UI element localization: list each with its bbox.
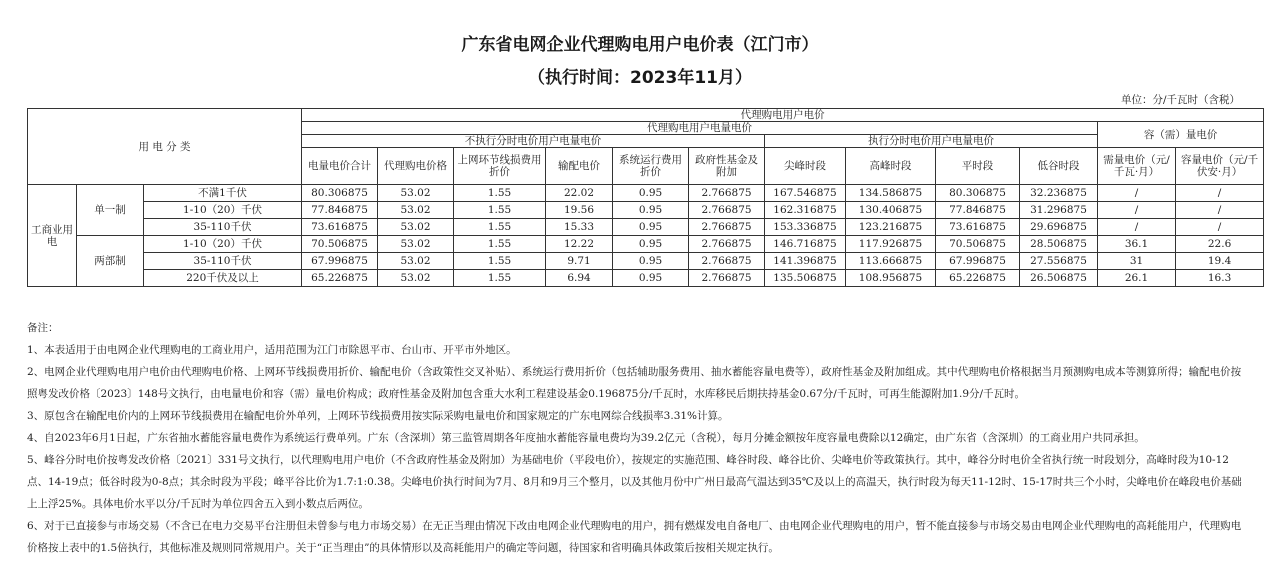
table-cell: 146.716875 [765, 236, 846, 253]
table-cell: 0.95 [613, 253, 689, 270]
table-cell: 1-10（20）千伏 [144, 202, 302, 219]
non-tou-header: 不执行分时电价用户电量电价 [302, 135, 765, 148]
note-item: 6、对于已直接参与市场交易（不含已在电力交易平台注册但未曾参与电力市场交易）在无正当理由情况下改由电网企业代理购电的用户，拥有燃煤发电自备电厂、由电网企业代理购电的用户，暂不能直接参与市场交易由电网企业代理购电的高耗能用户，代理购电价格按上表中的1.5倍执行，其他标准及规则同常规用户。关于“正当理由”的具体情形以及高耗能用户的确定等问题，待国家和省明确具体政策后按相关规定执行。 [27, 520, 1242, 554]
table-cell: 2.766875 [689, 253, 765, 270]
table-cell: 不满1千伏 [144, 185, 302, 202]
table-cell: 77.846875 [302, 202, 378, 219]
col-header: 政府性基金及附加 [689, 148, 765, 185]
table-row [28, 219, 1264, 236]
table-cell: 1-10（20）千伏 [144, 236, 302, 253]
table-cell: 113.666875 [846, 253, 936, 270]
col-header: 尖峰时段 [765, 148, 846, 185]
table-cell: 123.216875 [846, 219, 936, 236]
col-header: 电量电价合计 [302, 148, 378, 185]
table-cell: 27.556875 [1020, 253, 1098, 270]
table-cell: / [1176, 202, 1264, 219]
table-cell: / [1098, 202, 1176, 219]
table-cell: 26.1 [1098, 270, 1176, 287]
note-item: 3、原包含在输配电价内的上网环节线损费用在输配电价外单列，上网环节线损费用按实际采购电量电价和国家规定的广东电网综合线损率3.31%计算。 [27, 410, 729, 422]
table-cell: 134.586875 [846, 185, 936, 202]
table-cell: 26.506875 [1020, 270, 1098, 287]
col-header: 平时段 [936, 148, 1020, 185]
col-header: 代理购电价格 [378, 148, 454, 185]
col-header: 高峰时段 [846, 148, 936, 185]
table-cell: 22.02 [546, 185, 613, 202]
table-cell: 108.956875 [846, 270, 936, 287]
subgroup-label: 单一制 [77, 185, 144, 236]
table-cell: 67.996875 [936, 253, 1020, 270]
table-cell: 0.95 [613, 219, 689, 236]
table-cell: 70.506875 [936, 236, 1020, 253]
price-table [27, 108, 1264, 287]
table-cell: 220千伏及以上 [144, 270, 302, 287]
table-cell: 141.396875 [765, 253, 846, 270]
notes-section [27, 317, 1243, 559]
table-cell: 32.236875 [1020, 185, 1098, 202]
subgroup-label: 两部制 [77, 236, 144, 287]
note-item: 1、本表适用于由电网企业代理购电的工商业用户，适用范围为江门市除恩平市、台山市、开平市外地区。 [27, 344, 517, 356]
table-cell: 53.02 [378, 219, 454, 236]
table-cell: 53.02 [378, 236, 454, 253]
table-cell: 80.306875 [302, 185, 378, 202]
table-cell: 53.02 [378, 270, 454, 287]
table-cell: 1.55 [454, 270, 546, 287]
group-label: 工商业用电 [28, 185, 77, 287]
col-header: 上网环节线损费用折价 [454, 148, 546, 185]
table-row [28, 270, 1264, 287]
table-cell: / [1098, 219, 1176, 236]
table-cell: 31 [1098, 253, 1176, 270]
table-cell: 67.996875 [302, 253, 378, 270]
table-row [28, 253, 1264, 270]
col-header: 容量电价（元/千伏安·月） [1176, 148, 1264, 185]
table-cell: 12.22 [546, 236, 613, 253]
table-cell: 0.95 [613, 270, 689, 287]
table-cell: 53.02 [378, 253, 454, 270]
note-item: 4、自2023年6月1日起，广东省抽水蓄能容量电费作为系统运行费单列。广东（含深圳）第三监管周期各年度抽水蓄能容量电费均为39.2亿元（含税），每月分摊金额按年度容量电费除以12确定，由广东省（含深圳）的工商业用户共同承担。 [27, 432, 1145, 444]
col-header: 低谷时段 [1020, 148, 1098, 185]
table-row [28, 185, 1264, 202]
table-cell: 1.55 [454, 253, 546, 270]
table-cell: 73.616875 [936, 219, 1020, 236]
table-cell: 15.33 [546, 219, 613, 236]
table-cell: 53.02 [378, 202, 454, 219]
table-cell: 65.226875 [302, 270, 378, 287]
agency-price-header: 代理购电用户电价 [302, 109, 1264, 122]
table-cell: 80.306875 [936, 185, 1020, 202]
table-cell: / [1176, 185, 1264, 202]
table-cell: 0.95 [613, 185, 689, 202]
table-cell: 29.696875 [1020, 219, 1098, 236]
table-cell: 6.94 [546, 270, 613, 287]
capacity-price-header: 容（需）量电价 [1098, 122, 1264, 148]
col-header: 输配电价 [546, 148, 613, 185]
col-header: 系统运行费用折价 [613, 148, 689, 185]
table-cell: 77.846875 [936, 202, 1020, 219]
page-title: 广东省电网企业代理购电用户电价表（江门市） [461, 35, 819, 55]
table-cell: 2.766875 [689, 270, 765, 287]
table-cell: 9.71 [546, 253, 613, 270]
table-cell: 35-110千伏 [144, 219, 302, 236]
table-cell: 2.766875 [689, 185, 765, 202]
table-cell: 0.95 [613, 202, 689, 219]
table-cell: 1.55 [454, 202, 546, 219]
table-cell: 117.926875 [846, 236, 936, 253]
table-cell: 153.336875 [765, 219, 846, 236]
table-cell: 70.506875 [302, 236, 378, 253]
table-cell: 2.766875 [689, 202, 765, 219]
table-cell: 28.506875 [1020, 236, 1098, 253]
category-header: 用 电 分 类 [28, 109, 302, 185]
table-cell: 19.4 [1176, 253, 1264, 270]
table-cell: 53.02 [378, 185, 454, 202]
page-subtitle: （执行时间：2023年11月） [528, 68, 752, 88]
table-cell: 130.406875 [846, 202, 936, 219]
col-header: 需量电价（元/千瓦·月） [1098, 148, 1176, 185]
notes-title: 备注： [27, 322, 59, 334]
tou-header: 执行分时电价用户电量电价 [765, 135, 1098, 148]
table-cell: / [1098, 185, 1176, 202]
note-item: 5、峰谷分时电价按粤发改价格〔2021〕331号文执行，以代理购电用户电价（不含政府性基金及附加）为基础电价（平段电价），按规定的实施范围、峰谷时段、峰谷比价、尖峰电价等政策执行。其中，峰谷分时电价全省执行统一时段划分，高峰时段为10-12点、14-19点；低谷时段为0-8点；其余时段为平段；峰平谷比价为1.7:1:0.38。尖峰电价执行时间为7月、8月和9月三个整月，以及其他月份中广州日最高气温达到35℃及以上的高温天，执行时段为每天11-12时、15-17时共三个小时，尖峰电价在峰段电价基础上上浮25%。具体电价水平以分/千瓦时为单位四舍五入到小数点后两位。 [27, 454, 1242, 510]
unit-label: 单位：分/千瓦时（含税） [1120, 94, 1240, 106]
table-cell: 1.55 [454, 219, 546, 236]
table-cell: 73.616875 [302, 219, 378, 236]
table-cell: 22.6 [1176, 236, 1264, 253]
table-cell: 36.1 [1098, 236, 1176, 253]
table-cell: 135.506875 [765, 270, 846, 287]
table-cell: 35-110千伏 [144, 253, 302, 270]
table-cell: 2.766875 [689, 219, 765, 236]
table-cell: 31.296875 [1020, 202, 1098, 219]
table-row [28, 236, 1264, 253]
table-cell: / [1176, 219, 1264, 236]
table-cell: 167.546875 [765, 185, 846, 202]
table-cell: 65.226875 [936, 270, 1020, 287]
table-cell: 0.95 [613, 236, 689, 253]
note-item: 2、电网企业代理购电用户电价由代理购电价格、上网环节线损费用折价、输配电价（含政策性交叉补贴）、系统运行费用折价（包括辅助服务费用、抽水蓄能容量电费等），政府性基金及附加组成。其中代理购电价格根据当月预测购电成本等测算所得；输配电价按照粤发改价格〔2023〕148号文执行，由电量电价和容（需）量电价构成；政府性基金及附加包含重大水利工程建设基金0.196875分/千瓦时，水库移民后期扶持基金0.67分/千瓦时，可再生能源附加1.9分/千瓦时。 [27, 366, 1242, 400]
table-cell: 1.55 [454, 236, 546, 253]
table-row [28, 202, 1264, 219]
agency-energy-price-header: 代理购电用户电量电价 [302, 122, 1098, 135]
table-cell: 16.3 [1176, 270, 1264, 287]
table-cell: 19.56 [546, 202, 613, 219]
table-cell: 1.55 [454, 185, 546, 202]
table-cell: 2.766875 [689, 236, 765, 253]
table-cell: 162.316875 [765, 202, 846, 219]
